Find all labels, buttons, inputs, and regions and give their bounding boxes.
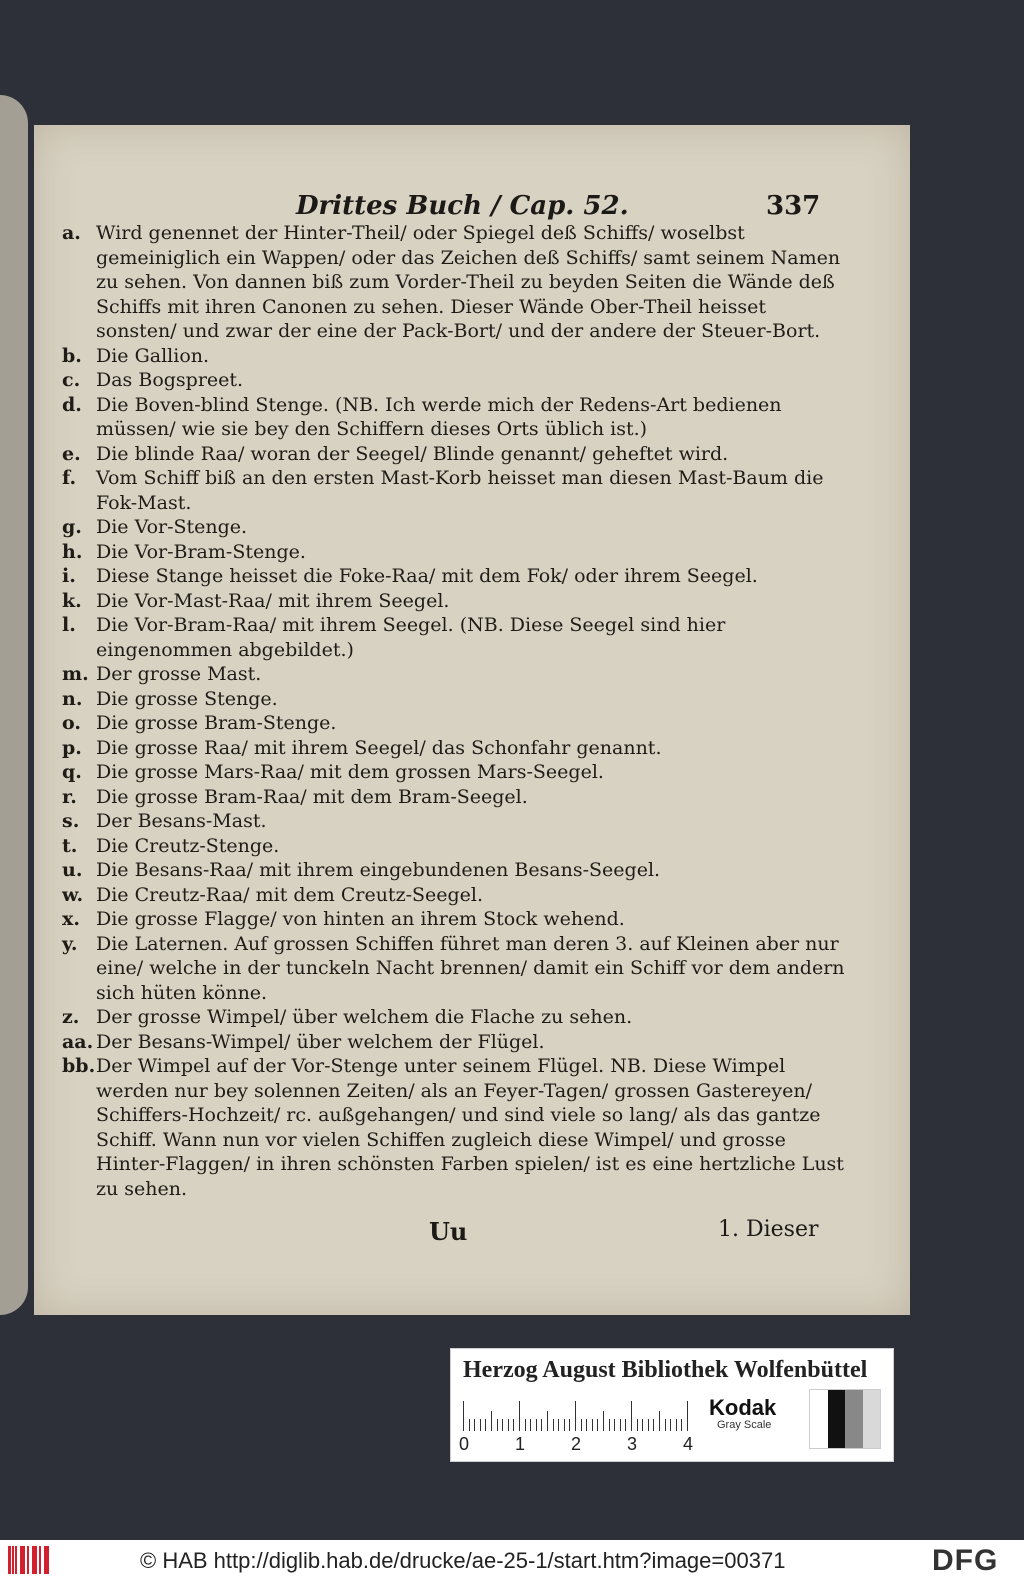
ruler-tick	[553, 1419, 554, 1431]
legend-entry	[62, 589, 852, 614]
ruler-label: 4	[683, 1434, 694, 1454]
entry-text: Die grosse Mars-Raa/ mit dem grossen Mars-Seegel.	[96, 761, 604, 783]
legend-entry	[62, 834, 852, 859]
entry-text: Der grosse Wimpel/ über welchem die Flache zu sehen.	[96, 1006, 633, 1028]
gray-swatch	[863, 1390, 881, 1448]
ruler-label: 1	[515, 1434, 526, 1454]
entry-key: aa.	[62, 1030, 94, 1053]
entry-key: h.	[62, 540, 83, 563]
entry-key: s.	[62, 810, 80, 832]
ruler-tick	[614, 1419, 615, 1431]
ruler-tick	[659, 1411, 660, 1431]
ruler-tick	[653, 1419, 654, 1431]
entry-key: k.	[62, 589, 82, 612]
legend-entry	[62, 442, 852, 467]
entry-key: w.	[62, 883, 84, 906]
ruler-tick	[547, 1411, 548, 1431]
legend-entry	[62, 687, 852, 712]
legend-entries	[62, 221, 852, 1201]
ruler-tick	[564, 1419, 565, 1431]
ruler-tick	[665, 1419, 666, 1431]
legend-entry	[62, 1030, 852, 1055]
entry-text: Die Laternen. Auf grossen Schiffen führet man deren 3. auf Kleinen aber nur eine/ welche in der tunckeln Nacht brennen/ damit ein Schiff vor dem andern sich hüten könne.	[96, 932, 845, 1004]
entry-text: Die Boven-blind Stenge. (NB. Ich werde mich der Redens-Art bedienen müssen/ wie sie bey den Schiffern dieses Orts üblich ist.)	[96, 393, 782, 440]
entry-key: o.	[62, 712, 81, 734]
ruler-tick	[642, 1419, 643, 1431]
ruler-label: 3	[627, 1434, 638, 1454]
legend-entry	[62, 711, 852, 736]
ruler-tick	[620, 1419, 621, 1431]
legend-entry	[62, 466, 852, 515]
entry-text: Die grosse Bram-Raa/ mit dem Bram-Seegel.	[96, 785, 528, 808]
entry-text: Der grosse Mast.	[96, 663, 262, 685]
entry-text: Der Besans-Mast.	[96, 810, 267, 832]
ruler-label: 2	[571, 1434, 582, 1454]
entry-key: c.	[62, 369, 81, 391]
ruler-tick	[525, 1419, 526, 1431]
ruler-tick	[558, 1419, 559, 1431]
ruler-tick	[541, 1419, 542, 1431]
legend-entry	[62, 368, 852, 393]
entry-key: n.	[62, 687, 83, 710]
legend-entry	[62, 393, 852, 442]
ruler-tick	[485, 1419, 486, 1431]
ruler-tick	[670, 1419, 671, 1431]
ruler-tick	[513, 1419, 514, 1431]
ruler-tick	[676, 1419, 677, 1431]
gray-swatch	[828, 1390, 846, 1448]
legend-entry	[62, 883, 852, 908]
entry-text: Die grosse Stenge.	[96, 687, 278, 710]
ruler-labels	[459, 1434, 709, 1456]
ruler-tick	[519, 1401, 520, 1431]
legend-entry	[62, 785, 852, 810]
ruler-tick	[463, 1401, 464, 1431]
entry-text: Die Gallion.	[96, 344, 210, 367]
entry-key: bb.	[62, 1055, 96, 1077]
legend-entry	[62, 858, 852, 883]
entry-key: f.	[62, 467, 77, 489]
ruler-tick	[480, 1419, 481, 1431]
ruler-tick	[609, 1419, 610, 1431]
ruler-tick	[586, 1419, 587, 1431]
gray-swatch	[845, 1390, 863, 1448]
ruler-label: 0	[459, 1434, 470, 1454]
ruler-tick	[497, 1419, 498, 1431]
ruler-tick	[581, 1419, 582, 1431]
entry-key: t.	[62, 834, 78, 857]
legend-entry	[62, 736, 852, 761]
entry-key: x.	[62, 908, 80, 930]
gray-scale-label: Gray Scale	[717, 1419, 772, 1431]
ruler-tick	[502, 1419, 503, 1431]
ruler-tick	[569, 1419, 570, 1431]
legend-entry	[62, 221, 852, 344]
entry-text: Das Bogspreet.	[96, 369, 244, 391]
ruler-tick	[530, 1419, 531, 1431]
ruler-tick	[597, 1419, 598, 1431]
legend-entry	[62, 1005, 852, 1030]
ruler-tick	[631, 1401, 632, 1431]
entry-text: Der Besans-Wimpel/ über welchem der Flügel.	[96, 1030, 545, 1053]
color-calibration-card	[450, 1348, 894, 1462]
entry-text: Wird genennet der Hinter-Theil/ oder Spiegel deß Schiffs/ woselbst gemeiniglich ein Wappen/ oder das Zeichen deß Schiffs/ samt seinem Namen zu sehen. Von dannen biß zum Vorder-Theil zu beyden Seiten die Wände deß Schiffs mit ihren Canonen zu sehen. Dieser Wände Ober-Theil heisset sonsten/ und zwar der eine der Pack-Bort/ und der andere der Steuer-Bort.	[96, 222, 841, 342]
ruler-tick	[491, 1411, 492, 1431]
card-title: Herzog August Bibliothek Wolfenbüttel	[463, 1357, 868, 1383]
entry-text: Diese Stange heisset die Foke-Raa/ mit dem Fok/ oder ihrem Seegel.	[96, 565, 758, 587]
entry-text: Die Vor-Mast-Raa/ mit ihrem Seegel.	[96, 589, 450, 612]
adjacent-page-edge	[0, 95, 28, 1315]
ruler-tick	[681, 1419, 682, 1431]
ruler-scale	[463, 1399, 695, 1431]
page-number: 337	[766, 191, 821, 221]
entry-key: b.	[62, 344, 82, 367]
book-page	[34, 125, 910, 1315]
entry-text: Die Creutz-Raa/ mit dem Creutz-Seegel.	[96, 883, 484, 906]
catchword: 1. Dieser	[718, 1217, 819, 1242]
entry-text: Die grosse Flagge/ von hinten an ihrem Stock wehend.	[96, 908, 625, 930]
legend-entry	[62, 932, 852, 1006]
entry-key: z.	[62, 1006, 80, 1028]
entry-key: l.	[62, 614, 76, 636]
running-head: Drittes Buch / Cap. 52.	[296, 191, 629, 221]
entry-text: Die Vor-Stenge.	[96, 516, 248, 538]
legend-entry	[62, 1054, 852, 1201]
ruler-tick	[469, 1419, 470, 1431]
ruler-tick	[603, 1411, 604, 1431]
entry-text: Vom Schiff biß an den ersten Mast-Korb heisset man diesen Mast-Baum die Fok-Mast.	[96, 467, 824, 514]
entry-text: Die Creutz-Stenge.	[96, 834, 280, 857]
legend-entry	[62, 515, 852, 540]
entry-text: Die grosse Raa/ mit ihrem Seegel/ das Schonfahr genannt.	[96, 736, 662, 759]
entry-key: m.	[62, 663, 89, 685]
ruler-tick	[625, 1419, 626, 1431]
entry-key: u.	[62, 859, 83, 881]
entry-text: Die Besans-Raa/ mit ihrem eingebundenen Besans-Seegel.	[96, 859, 661, 881]
entry-key: p.	[62, 736, 82, 759]
entry-key: g.	[62, 516, 82, 538]
entry-key: q.	[62, 761, 82, 783]
legend-entry	[62, 540, 852, 565]
copyright-link[interactable]: © HAB http://diglib.hab.de/drucke/ae-25-1/start.htm?image=00371	[140, 1548, 786, 1573]
legend-entry	[62, 760, 852, 785]
entry-key: d.	[62, 393, 82, 416]
legend-entry	[62, 662, 852, 687]
kodak-brand: Kodak	[709, 1395, 777, 1420]
signature-mark: Uu	[429, 1217, 468, 1246]
entry-key: y.	[62, 932, 78, 955]
entry-key: e.	[62, 442, 81, 465]
ruler-tick	[648, 1419, 649, 1431]
ruler-tick	[687, 1401, 688, 1431]
legend-entry	[62, 344, 852, 369]
legend-entry	[62, 907, 852, 932]
gray-swatch	[810, 1390, 828, 1448]
entry-text: Der Wimpel auf der Vor-Stenge unter seinem Flügel. NB. Diese Wimpel werden nur bey solennen Zeiten/ als an Feyer-Tagen/ grossen Gastereyen/ Schiffers-Hochzeit/ rc. außgehangen/ und sind viele so lang/ als das gantze Schiff. Wann nun vor vielen Schiffen zugleich diese Wimpel/ und grosse Hinter-Flaggen/ in ihren schönsten Farben spielen/ ist es eine hertzliche Lust zu sehen.	[96, 1055, 844, 1200]
entry-text: Die blinde Raa/ woran der Seegel/ Blinde genannt/ geheftet wird.	[96, 442, 729, 465]
legend-entry	[62, 809, 852, 834]
attribution-bar	[0, 1540, 1024, 1582]
entry-key: i.	[62, 565, 76, 587]
ruler-tick	[575, 1401, 576, 1431]
entry-text: Die Vor-Bram-Stenge.	[96, 540, 306, 563]
ruler-tick	[637, 1419, 638, 1431]
ruler-tick	[536, 1419, 537, 1431]
legend-entry	[62, 613, 852, 662]
legend-entry	[62, 564, 852, 589]
ruler-tick	[508, 1419, 509, 1431]
page-footer	[34, 1217, 910, 1247]
ruler-tick	[474, 1419, 475, 1431]
hab-logo-icon	[8, 1546, 50, 1574]
entry-key: r.	[62, 785, 77, 808]
entry-text: Die Vor-Bram-Raa/ mit ihrem Seegel. (NB. Diese Seegel sind hier eingenommen abgebildet.)	[96, 614, 726, 661]
ruler-tick	[592, 1419, 593, 1431]
entry-text: Die grosse Bram-Stenge.	[96, 712, 337, 734]
gray-swatches	[809, 1389, 881, 1449]
entry-key: a.	[62, 222, 81, 244]
dfg-logo: DFG	[932, 1544, 999, 1577]
